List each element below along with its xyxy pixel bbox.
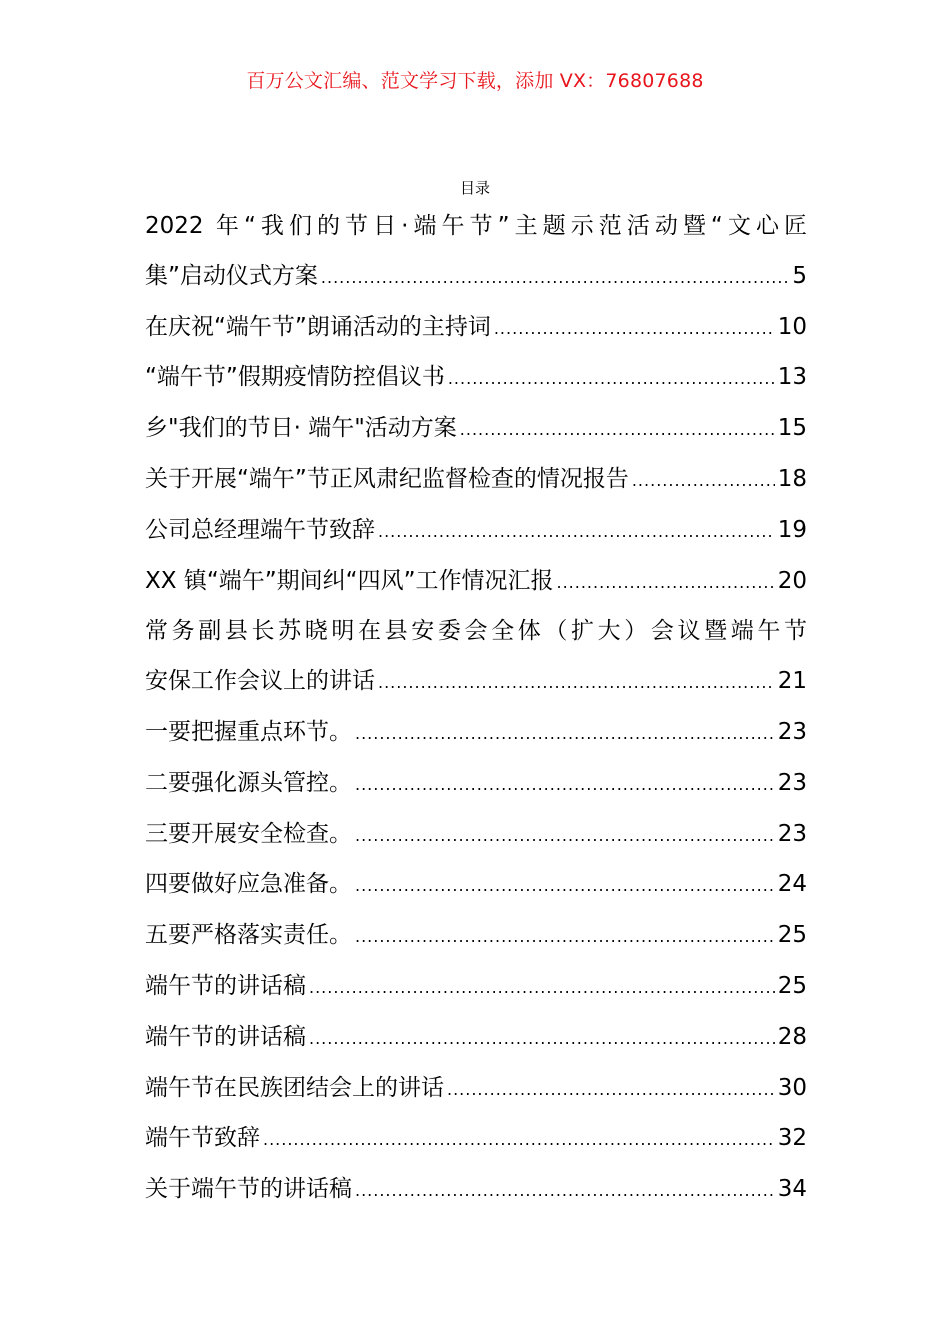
toc-entry-title: 端午节的讲话稿: [145, 1023, 306, 1050]
toc-entry-title: 端午节的讲话稿: [145, 972, 306, 999]
toc-entry[interactable]: [145, 708, 807, 759]
toc-entry[interactable]: [145, 202, 807, 303]
toc-entry-title: 安保工作会议上的讲话: [145, 668, 375, 695]
toc-entry[interactable]: [145, 1064, 807, 1115]
toc-entry-page: 23: [777, 718, 807, 745]
toc-entry[interactable]: [145, 353, 807, 404]
toc-entry-title: 端午节在民族团结会上的讲话: [145, 1074, 444, 1101]
toc-entry-page: 23: [777, 820, 807, 847]
toc-entry[interactable]: [145, 557, 807, 608]
toc-entry[interactable]: [145, 506, 807, 557]
toc-entry[interactable]: [145, 1114, 807, 1165]
dot-leader: [355, 709, 775, 759]
toc-entry-page: 13: [777, 364, 807, 391]
toc-entry-title: 乡"我们的节日· 端午"活动方案: [145, 415, 457, 442]
toc-entry-title: 二要强化源头管控。: [145, 769, 352, 796]
toc-entry-page: 32: [777, 1125, 807, 1152]
dot-leader: [447, 1065, 775, 1115]
dot-leader: [309, 963, 775, 1013]
toc-entry-title: 三要开展安全检查。: [145, 820, 352, 847]
dot-leader: [355, 912, 775, 962]
toc-entry-title: 一要把握重点环节。: [145, 718, 352, 745]
toc-entry-page: 23: [777, 769, 807, 796]
toc-entry-page: 34: [777, 1176, 807, 1203]
dot-leader: [448, 354, 775, 404]
dot-leader: [263, 1115, 775, 1165]
toc-entry-title: 关于端午节的讲话稿: [145, 1176, 352, 1203]
dot-leader: [355, 760, 775, 810]
toc-entry-page: 30: [777, 1074, 807, 1101]
dot-leader: [309, 1014, 775, 1064]
toc-entry[interactable]: [145, 759, 807, 810]
toc-entry-title: 公司总经理端午节致辞: [145, 516, 375, 543]
toc-entry-page: 24: [777, 871, 807, 898]
toc-entry-title: 在庆祝“端午节”朗诵活动的主持词: [145, 313, 491, 340]
toc-entry-title: 关于开展“端午”节正风肃纪监督检查的情况报告: [145, 465, 629, 492]
toc-entry[interactable]: [145, 911, 807, 962]
dot-leader: [355, 861, 775, 911]
toc-entry-page: 25: [777, 972, 807, 999]
toc-entry[interactable]: [145, 810, 807, 861]
toc-entry-title-line-1: 常务副县长苏晓明在县安委会全体（扩大）会议暨端午节: [145, 618, 807, 645]
dot-leader: [494, 304, 775, 354]
dot-leader: [355, 811, 775, 861]
toc-entry[interactable]: [145, 303, 807, 354]
toc-entry-title: “端午节”假期疫情防控倡议书: [145, 364, 445, 391]
toc-entry-page: 21: [777, 668, 807, 695]
toc-entry-page: 5: [792, 262, 807, 289]
toc-entry-title: 四要做好应急准备。: [145, 871, 352, 898]
toc-entry-title: 五要严格落实责任。: [145, 922, 352, 949]
toc-entry-title-line-1: 2022 年“我们的节日·端午节”主题示范活动暨“文心匠: [145, 213, 807, 239]
dot-leader: [378, 507, 775, 557]
toc-entry[interactable]: [145, 607, 807, 708]
dot-leader: [632, 456, 775, 506]
toc-entry[interactable]: [145, 404, 807, 455]
table-of-contents: [145, 202, 807, 1216]
toc-entry[interactable]: [145, 455, 807, 506]
dot-leader: [355, 1166, 775, 1216]
dot-leader: [460, 405, 775, 455]
toc-entry-page: 25: [777, 922, 807, 949]
toc-entry[interactable]: [145, 1165, 807, 1216]
dot-leader: [321, 253, 789, 303]
toc-entry-page: 28: [777, 1023, 807, 1050]
toc-entry[interactable]: [145, 1013, 807, 1064]
toc-entry-page: 19: [777, 516, 807, 543]
header-banner: 百万公文汇编、范文学习下载，添加 VX：76807688: [246, 70, 704, 92]
toc-entry[interactable]: [145, 962, 807, 1013]
toc-entry-title: 端午节致辞: [145, 1125, 260, 1152]
toc-entry-page: 20: [777, 567, 807, 594]
toc-heading: 目录: [459, 179, 490, 197]
toc-entry-title: 集”启动仪式方案: [145, 262, 318, 289]
dot-leader: [557, 558, 775, 608]
toc-entry-page: 10: [777, 313, 807, 340]
toc-entry-page: 18: [777, 465, 807, 492]
toc-entry-page: 15: [777, 415, 807, 442]
dot-leader: [378, 658, 775, 708]
toc-entry[interactable]: [145, 860, 807, 911]
toc-entry-title: XX 镇“端午”期间纠“四风”工作情况汇报: [145, 567, 554, 594]
